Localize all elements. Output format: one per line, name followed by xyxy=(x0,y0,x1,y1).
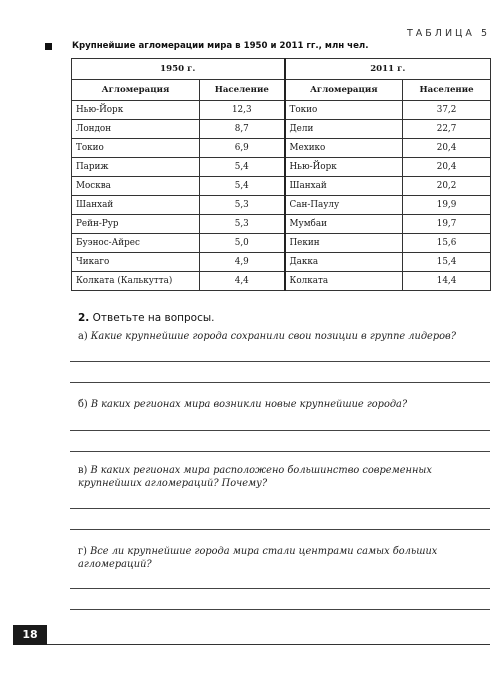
task-title-text: Ответьте на вопросы. xyxy=(92,312,215,324)
answer-line[interactable] xyxy=(70,508,490,509)
cell-population-1950: 12,3 xyxy=(200,101,285,120)
cell-city-2011: Токио xyxy=(285,101,403,120)
cell-population-2011: 15,6 xyxy=(403,234,491,253)
table-row xyxy=(72,196,491,215)
cell-city-2011: Сан-Паулу xyxy=(285,196,403,215)
task-title xyxy=(78,312,215,324)
cell-city-2011: Нью-Йорк xyxy=(285,158,403,177)
table-label: ТАБЛИЦА 5 xyxy=(406,28,490,39)
cell-city-2011: Мумбаи xyxy=(285,215,403,234)
cell-population-1950: 5,0 xyxy=(200,234,285,253)
table-row xyxy=(72,177,491,196)
cell-city-2011: Дакка xyxy=(285,253,403,272)
agglomerations-table xyxy=(71,58,491,291)
cell-city-2011: Мехико xyxy=(285,139,403,158)
column-header-population-2011: Население xyxy=(403,80,491,101)
table-row xyxy=(72,215,491,234)
question-letter: б) xyxy=(78,399,88,410)
column-header-city-1950: Агломерация xyxy=(72,80,200,101)
table-row xyxy=(72,101,491,120)
cell-population-2011: 19,7 xyxy=(403,215,491,234)
cell-population-2011: 15,4 xyxy=(403,253,491,272)
answer-line[interactable] xyxy=(70,588,490,589)
cell-population-1950: 4,9 xyxy=(200,253,285,272)
page-number: 18 xyxy=(13,625,47,645)
cell-population-2011: 22,7 xyxy=(403,120,491,139)
cell-city-2011: Дели xyxy=(285,120,403,139)
question-b xyxy=(78,398,490,411)
cell-population-2011: 37,2 xyxy=(403,101,491,120)
cell-city-1950: Чикаго xyxy=(72,253,200,272)
table-row xyxy=(72,234,491,253)
cell-population-2011: 19,9 xyxy=(403,196,491,215)
question-letter: а) xyxy=(78,331,88,342)
answer-line[interactable] xyxy=(70,609,490,610)
cell-city-1950: Рейн-Рур xyxy=(72,215,200,234)
column-header-city-2011: Агломерация xyxy=(285,80,403,101)
year-2011-header: 2011 г. xyxy=(285,59,491,80)
cell-city-1950: Буэнос-Айрес xyxy=(72,234,200,253)
cell-city-1950: Лондон xyxy=(72,120,200,139)
cell-city-2011: Колката xyxy=(285,272,403,291)
question-c xyxy=(78,464,490,490)
table-row xyxy=(72,120,491,139)
question-letter: г) xyxy=(78,546,87,557)
cell-city-1950: Колката (Калькутта) xyxy=(72,272,200,291)
cell-city-2011: Пекин xyxy=(285,234,403,253)
task-number: 2. xyxy=(78,312,90,324)
cell-city-1950: Шанхай xyxy=(72,196,200,215)
cell-population-1950: 6,9 xyxy=(200,139,285,158)
cell-city-1950: Токио xyxy=(72,139,200,158)
table-row xyxy=(72,272,491,291)
cell-population-1950: 8,7 xyxy=(200,120,285,139)
cell-population-2011: 20,4 xyxy=(403,158,491,177)
table-row xyxy=(72,158,491,177)
answer-line[interactable] xyxy=(70,382,490,383)
answer-line[interactable] xyxy=(70,529,490,530)
cell-population-1950: 4,4 xyxy=(200,272,285,291)
question-d xyxy=(78,545,490,571)
table-row xyxy=(72,253,491,272)
caption-text: Крупнейшие агломерации мира в 1950 и 2011 гг., млн чел. xyxy=(72,41,369,51)
question-text: В каких регионах мира расположено большинство современных крупнейших агломераций? Почему? xyxy=(78,465,432,489)
question-letter: в) xyxy=(78,465,88,476)
year-1950-header: 1950 г. xyxy=(72,59,285,80)
table-row xyxy=(72,139,491,158)
cell-population-2011: 20,2 xyxy=(403,177,491,196)
cell-city-1950: Москва xyxy=(72,177,200,196)
cell-population-2011: 20,4 xyxy=(403,139,491,158)
question-text: Все ли крупнейшие города мира стали центрами самых больших агломераций? xyxy=(78,546,438,570)
cell-city-1950: Париж xyxy=(72,158,200,177)
cell-population-1950: 5,4 xyxy=(200,158,285,177)
bullet-square-icon xyxy=(45,43,52,50)
footer-divider xyxy=(47,644,490,645)
cell-population-1950: 5,3 xyxy=(200,196,285,215)
cell-city-2011: Шанхай xyxy=(285,177,403,196)
question-text: В каких регионах мира возникли новые крупнейшие города? xyxy=(90,399,408,410)
cell-population-1950: 5,3 xyxy=(200,215,285,234)
cell-population-1950: 5,4 xyxy=(200,177,285,196)
answer-line[interactable] xyxy=(70,430,490,431)
cell-city-1950: Нью-Йорк xyxy=(72,101,200,120)
answer-line[interactable] xyxy=(70,361,490,362)
answer-line[interactable] xyxy=(70,451,490,452)
question-a xyxy=(78,330,490,343)
cell-population-2011: 14,4 xyxy=(403,272,491,291)
table-caption xyxy=(72,41,492,51)
column-header-population-1950: Население xyxy=(200,80,285,101)
question-text: Какие крупнейшие города сохранили свои позиции в группе лидеров? xyxy=(90,331,456,342)
